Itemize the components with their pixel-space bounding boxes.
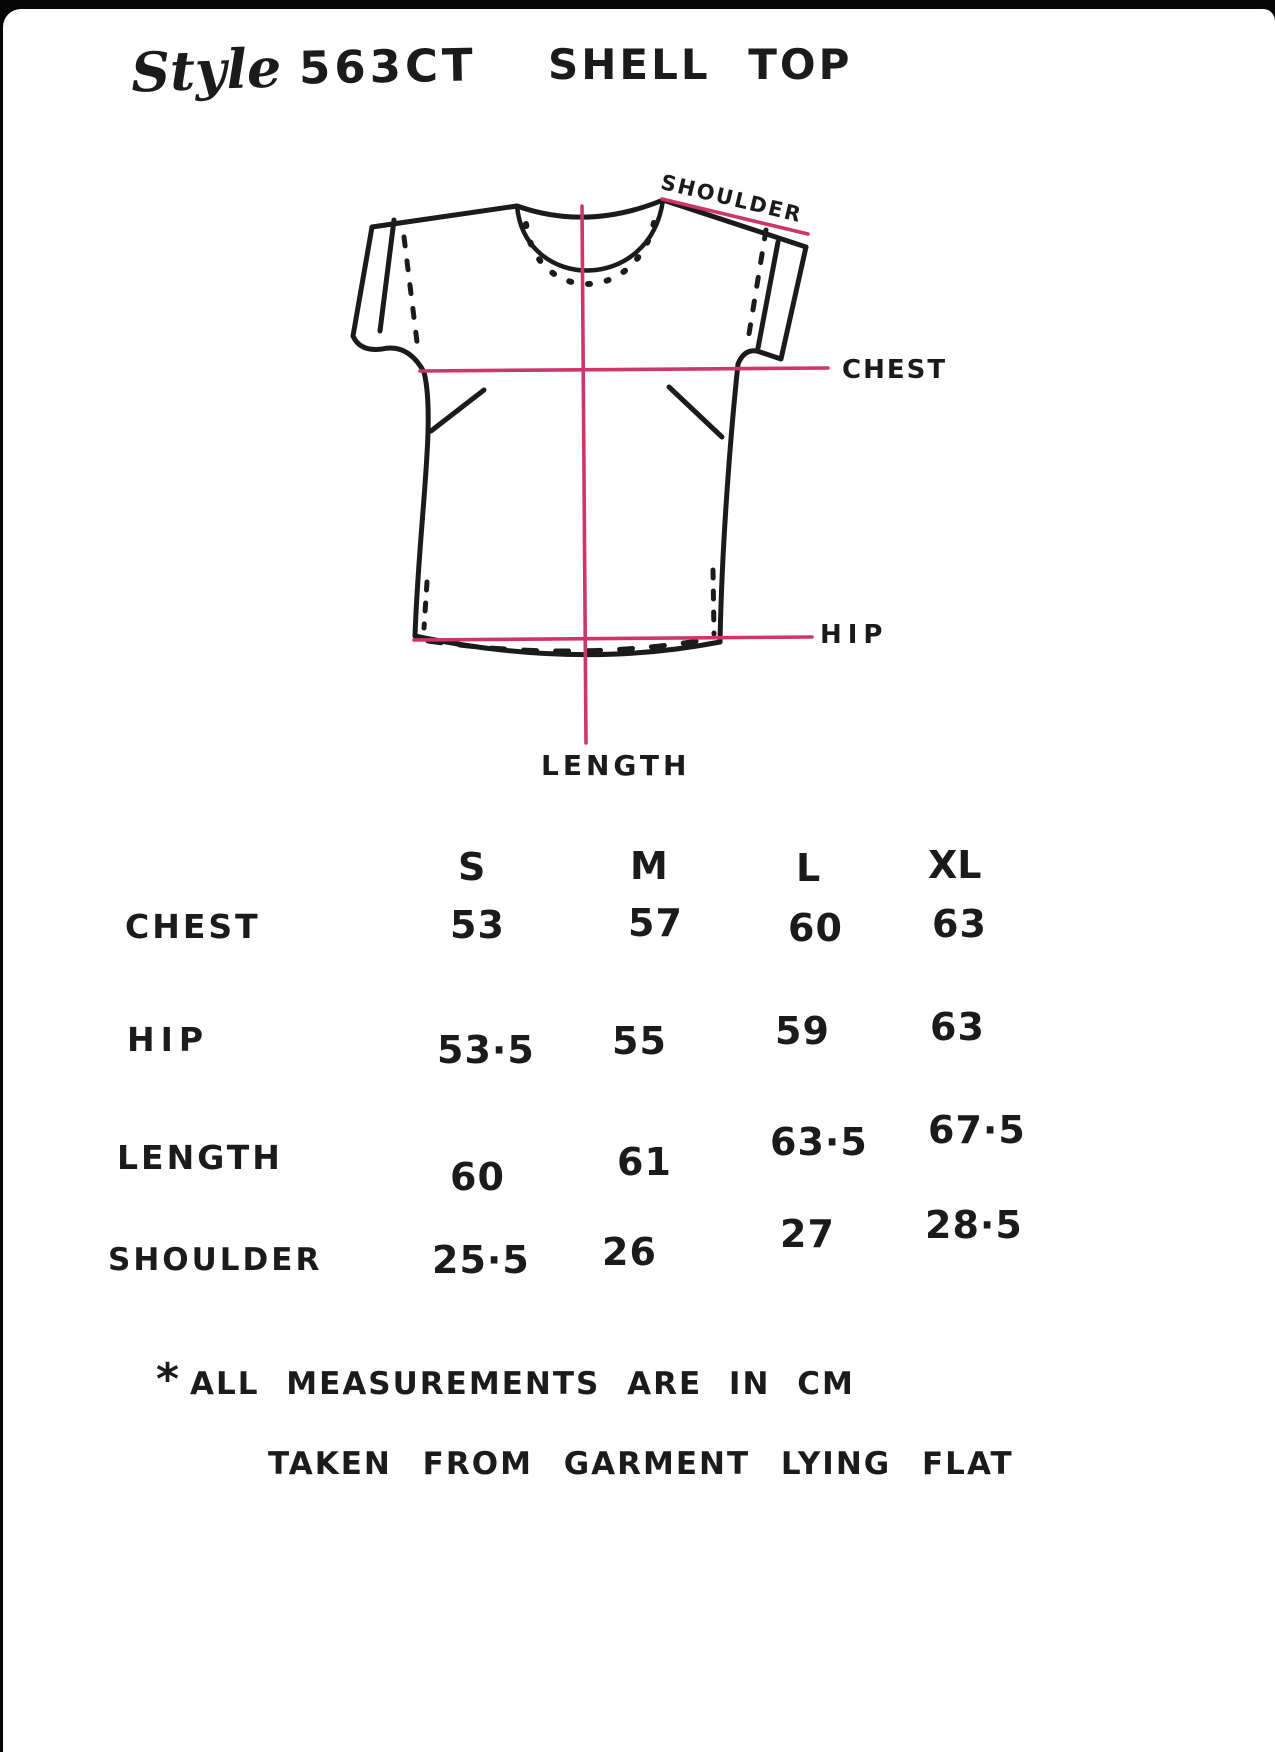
table-cell: 61 xyxy=(617,1140,672,1184)
length-label: LENGTH xyxy=(541,749,691,782)
row-label-chest: CHEST xyxy=(125,907,261,946)
style-code: 563CT xyxy=(298,38,478,95)
table-cell: 53 xyxy=(450,903,505,947)
footnote-asterisk: * xyxy=(156,1354,180,1405)
row-label-length: LENGTH xyxy=(117,1138,283,1177)
table-cell: 25·5 xyxy=(432,1238,530,1282)
table-cell: 59 xyxy=(775,1009,830,1053)
footnote-line-1: ALL MEASUREMENTS ARE IN CM xyxy=(190,1366,855,1402)
style-word: Style xyxy=(129,35,283,105)
table-cell: 53·5 xyxy=(437,1028,535,1072)
col-header-l: L xyxy=(796,846,821,890)
shirt-outline xyxy=(353,200,806,655)
length-line xyxy=(582,206,586,743)
chest-line xyxy=(420,368,828,371)
table-cell: 63 xyxy=(932,902,987,946)
table-cell: 63 xyxy=(930,1005,985,1049)
col-header-m: M xyxy=(630,844,668,888)
hip-label: HIP xyxy=(820,620,889,650)
garment-name: SHELL TOP xyxy=(548,40,853,89)
row-label-hip: HIP xyxy=(127,1020,210,1059)
table-cell: 60 xyxy=(788,906,843,950)
table-cell: 60 xyxy=(450,1155,505,1199)
table-cell: 67·5 xyxy=(928,1108,1026,1152)
row-label-shoulder: SHOULDER xyxy=(108,1242,323,1278)
col-header-s: S xyxy=(458,845,486,889)
table-cell: 26 xyxy=(602,1230,657,1274)
footnote-line-2: TAKEN FROM GARMENT LYING FLAT xyxy=(268,1446,1014,1482)
hip-line xyxy=(414,637,812,640)
garment-sketch xyxy=(310,150,870,770)
chest-label: CHEST xyxy=(842,355,948,385)
table-cell: 55 xyxy=(612,1019,667,1063)
table-cell: 27 xyxy=(780,1212,835,1256)
table-cell: 63·5 xyxy=(770,1120,868,1164)
table-cell: 57 xyxy=(628,901,683,945)
measurement-lines xyxy=(414,199,828,743)
shoulder-label: SHOULDER xyxy=(658,170,805,228)
table-cell: 28·5 xyxy=(925,1203,1023,1247)
col-header-xl: XL xyxy=(928,843,982,887)
